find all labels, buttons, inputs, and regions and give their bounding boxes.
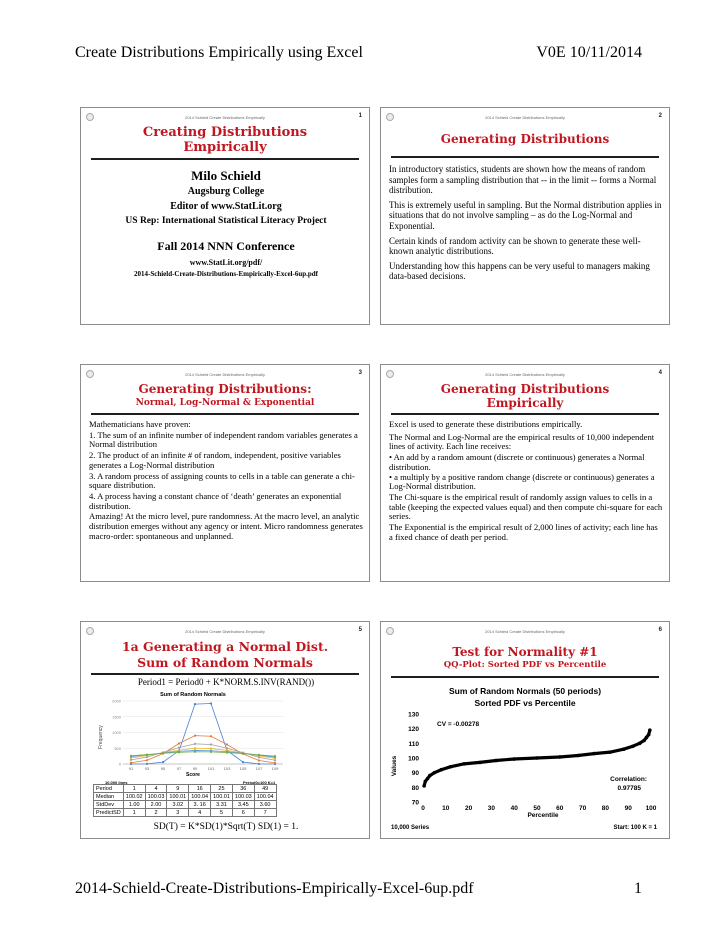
table-cell: 100.01	[167, 793, 189, 801]
paragraph: The Exponential is the empirical result of 2,000 lines of activity; each line has a fixed chance of death per period.	[389, 522, 658, 542]
series-count-label: 10,000 Series	[391, 825, 430, 831]
x-tick-label: 100	[645, 805, 657, 812]
data-point	[146, 759, 148, 761]
data-point	[146, 753, 148, 755]
data-point	[642, 739, 646, 743]
series-line	[131, 736, 275, 763]
slide-title: Generating Distributions Empirically	[440, 382, 610, 410]
closing-text: Amazing! At the micro level, pure randomness. At the macro level, an analytic distribution emerges without any agency or intent. Micro randomness generates macro-order: spontaneous and unplanned.	[89, 511, 363, 541]
x-tick-label: 80	[601, 805, 610, 812]
y-tick-label: 1500	[112, 714, 121, 720]
slide-header-text: 2014 Schield Create Distributions Empirically	[485, 372, 565, 377]
data-point	[178, 742, 180, 744]
data-point	[648, 728, 652, 732]
table-cell: 9	[167, 785, 189, 793]
table-cell: 1	[123, 785, 145, 793]
correlation-label: Correlation:	[610, 776, 647, 783]
slide-title: Test for Normality #1	[452, 645, 598, 659]
data-point	[478, 761, 482, 765]
series-line	[131, 748, 275, 758]
data-point	[210, 747, 212, 749]
data-point	[210, 735, 212, 737]
table-row	[94, 785, 277, 793]
slide-title: Generating Distributions:	[138, 382, 312, 396]
slides-url: www.StatLit.org/pdf/	[189, 258, 263, 268]
y-tick-label: 500	[114, 745, 121, 751]
data-point	[645, 736, 649, 740]
data-point	[422, 784, 426, 788]
y-tick-label: 1000	[112, 730, 121, 735]
data-point	[210, 702, 212, 704]
title-rule	[391, 413, 659, 415]
correlation-value: 0.97785	[617, 785, 641, 792]
x-tick-label: 93	[144, 766, 150, 771]
x-axis-label: Percentile	[527, 812, 559, 819]
table-cell: 7	[254, 809, 276, 817]
author-college: Augsburg College	[187, 186, 265, 198]
data-point	[194, 751, 196, 753]
x-tick-label: 60	[556, 805, 564, 812]
slide-number: 1	[358, 113, 362, 119]
x-tick-label: 50	[533, 805, 541, 812]
slide-number: 2	[658, 113, 662, 119]
x-tick-label: 20	[464, 805, 473, 812]
data-point	[258, 759, 260, 761]
table-cell: 4	[145, 785, 167, 793]
y-axis-label: Frequency	[98, 725, 104, 749]
title-rule	[91, 413, 359, 415]
table-cell: 25	[211, 785, 233, 793]
y-tick-label: 90	[411, 770, 419, 778]
chart-note-right: Period0=100 K=1	[243, 780, 276, 785]
table-cell: 2.00	[145, 801, 167, 809]
start-k-label: Start: 100 K = 1	[613, 825, 657, 831]
table-cell: 3	[167, 809, 189, 817]
x-tick-label: 99	[192, 766, 198, 771]
data-point	[178, 751, 180, 753]
paragraph: This is extremely useful in sampling. But the Normal distribution applies in situations that do not involve sampling – as do the Log-Normal and Exponential.	[389, 199, 662, 232]
chart-title: Sum of Random Normals (50 periods)	[448, 686, 602, 696]
slide-number: 4	[658, 370, 662, 376]
data-point	[258, 763, 260, 765]
chart-title: Sum of Random Normals	[160, 692, 226, 698]
table-row	[94, 801, 277, 809]
slide-header-text: 2014 Schield Create Distributions Empirically	[485, 629, 565, 634]
title-rule	[91, 673, 359, 675]
table-cell: Period	[94, 785, 124, 793]
x-tick-label: 90	[624, 805, 632, 812]
data-point	[558, 755, 562, 759]
title-rule	[391, 156, 659, 158]
formula-text: Period1 = Period0 + K*NORM.S.INV(RAND())	[137, 677, 315, 687]
y-axis-label: Values	[391, 755, 398, 777]
data-point	[622, 747, 626, 751]
data-point	[162, 761, 164, 763]
slide-title: Generating Distributions	[440, 132, 610, 146]
x-tick-label: 105	[239, 766, 247, 771]
table-cell: 100.01	[211, 793, 233, 801]
data-point	[194, 743, 196, 745]
cv-label: CV = -0.00278	[437, 721, 480, 728]
bullet-item: • An add by a random amount (discrete or continuous) generates a Normal distribution.	[389, 452, 645, 472]
table-cell: 100.04	[189, 793, 211, 801]
author-editor: Editor of www.StatLit.org	[170, 201, 282, 213]
list-item: 1. The sum of an infinite number of independent random variables generates a Normal distribution	[89, 429, 358, 450]
paragraph: Excel is used to generate these distributions empirically.	[389, 419, 583, 429]
data-point	[130, 755, 132, 757]
x-tick-label: 107	[255, 766, 263, 771]
table-cell: 100.02	[123, 793, 145, 801]
data-point	[433, 771, 437, 775]
x-tick-label: 95	[160, 766, 166, 771]
y-tick-label: 0	[118, 761, 121, 767]
data-point	[242, 753, 244, 755]
data-point	[146, 763, 148, 765]
y-tick-label: 110	[408, 740, 419, 748]
y-tick-label: 70	[411, 799, 419, 807]
list-item: 4. A process having a constant chance of ‘death’ generates an exponential distribution.	[89, 490, 342, 511]
x-tick-label: 40	[510, 805, 518, 812]
data-point	[194, 747, 196, 749]
data-point	[439, 768, 443, 772]
table-cell: 100.03	[232, 793, 254, 801]
x-tick-label: 70	[578, 805, 587, 812]
table-cell: 3.02	[167, 801, 189, 809]
data-point	[274, 755, 276, 757]
table-row	[94, 809, 277, 817]
data-point	[194, 703, 196, 705]
x-tick-label: 109	[271, 766, 279, 771]
data-point	[608, 750, 612, 754]
paragraph: The Normal and Log-Normal are the empirical results of 10,000 independent lines of activity. Each line receives:	[389, 431, 655, 452]
data-point	[535, 756, 539, 760]
slide-subtitle: Sum of Random Normals	[137, 655, 313, 670]
x-tick-label: 103	[223, 766, 231, 771]
x-tick-label: 10	[442, 805, 450, 812]
slide-number: 6	[658, 627, 662, 633]
table-cell: 3. 16	[189, 801, 211, 809]
intro-text: Mathematicians have proven:	[89, 419, 191, 429]
title-rule	[391, 676, 659, 678]
slide-title: 1a Generating a Normal Dist.	[121, 639, 329, 654]
table-cell: 2	[145, 809, 167, 817]
slide-4	[380, 364, 670, 582]
table-cell: 3.45	[232, 801, 254, 809]
paragraph: Certain kinds of random activity can be shown to generate these well-known analytic distributions.	[389, 235, 641, 257]
slide-header-text: 2014 Schield Create Distributions Empirically	[185, 115, 265, 120]
slide-5	[80, 621, 370, 839]
table-cell: 6	[232, 809, 254, 817]
slide-subtitle: QQ-Plot: Sorted PDF vs Percentile	[443, 660, 607, 670]
table-row	[94, 793, 277, 801]
data-point	[638, 742, 642, 746]
data-point	[226, 752, 228, 754]
slide-header-text: 2014 Schield Create Distributions Empirically	[185, 372, 265, 377]
page-header-left: Create Distributions Empirically using Excel	[75, 44, 363, 61]
y-tick-label: 2000	[112, 698, 121, 704]
data-point	[274, 762, 276, 764]
stats-table	[93, 784, 277, 817]
x-tick-label: 97	[176, 766, 182, 771]
paragraph: In introductory statistics, students are shown how the means of random samples form a sampling distribution that -- in the limit -- forms a Normal distribution.	[389, 164, 657, 196]
x-tick-label: 101	[207, 766, 215, 771]
slide-title: Creating Distributions Empirically	[142, 125, 308, 155]
title-rule	[91, 158, 359, 160]
table-cell: PredictSD	[94, 809, 124, 817]
y-tick-label: 120	[408, 726, 419, 734]
data-point	[512, 757, 516, 761]
data-point	[242, 761, 244, 763]
table-cell: 36	[232, 785, 254, 793]
x-axis-label: Score	[186, 772, 200, 778]
table-cell: Median	[94, 793, 124, 801]
slide-subtitle: Normal, Log-Normal & Exponential	[135, 398, 315, 408]
table-cell: 100.04	[254, 793, 276, 801]
data-point	[576, 754, 580, 758]
bullet-item: • a multiply by a positive random change (discrete or continuous) generates a Log-Normal distribution.	[389, 471, 655, 492]
list-item: 3. A random process of assigning counts to cells in a table can generate a chi-square distribution.	[89, 470, 355, 491]
slide-3	[80, 364, 370, 582]
slide-number: 5	[358, 627, 362, 633]
table-cell: 4	[189, 809, 211, 817]
data-point	[210, 751, 212, 753]
y-tick-label: 100	[408, 755, 419, 763]
data-point	[426, 777, 430, 781]
distribution-chart	[93, 689, 293, 785]
list-item: 2. The product of an infinite # of random, independent, positive variables generates a Log-Normal distribution	[89, 450, 341, 470]
data-point	[162, 752, 164, 754]
data-point	[178, 747, 180, 749]
x-tick-label: 30	[487, 805, 496, 812]
paragraph: Understanding how this happens can be very useful to managers making data-based decisions.	[389, 260, 650, 282]
x-tick-label: 91	[128, 766, 134, 771]
author-rep: US Rep: International Statistical Literacy Project	[125, 215, 327, 226]
page-footer-left: 2014-Schield-Create-Distributions-Empirically-Excel-6up.pdf	[75, 880, 474, 897]
page-header-right: V0E 10/11/2014	[536, 44, 642, 61]
table-cell: 3.60	[254, 801, 276, 809]
data-point	[226, 743, 228, 745]
data-point	[462, 762, 466, 766]
data-point	[210, 743, 212, 745]
table-cell: 16	[189, 785, 211, 793]
data-point	[592, 752, 596, 756]
slide-header-text: 2014 Schield Create Distributions Empirically	[485, 115, 565, 120]
table-cell: 49	[254, 785, 276, 793]
slide-header-text: 2014 Schield Create Distributions Empirically	[185, 629, 265, 634]
data-point	[130, 762, 132, 764]
data-point	[647, 733, 651, 737]
slide-2	[380, 107, 670, 325]
qq-plot-chart	[385, 684, 665, 834]
slide-number: 3	[358, 370, 362, 376]
data-point	[428, 774, 432, 778]
y-tick-label: 130	[408, 711, 419, 719]
data-point	[274, 759, 276, 761]
data-point	[494, 759, 498, 763]
y-tick-label: 80	[411, 784, 419, 792]
data-point	[130, 759, 132, 761]
paragraph: The Chi-square is the empirical result of randomly assign values to cells in a table (keeping the expected values equal) and then compute chi-square for each series.	[389, 491, 663, 522]
table-cell: StdDev	[94, 801, 124, 809]
data-point	[449, 765, 453, 769]
conference-name: Fall 2014 NNN Conference	[157, 239, 295, 254]
data-point	[423, 780, 427, 784]
slide-6	[380, 621, 670, 839]
data-point	[631, 744, 635, 748]
table-cell: 1.00	[123, 801, 145, 809]
table-cell: 5	[211, 809, 233, 817]
data-point	[226, 747, 228, 749]
x-tick-label: 0	[421, 805, 425, 812]
slide-1	[80, 107, 370, 325]
table-cell: 1	[123, 809, 145, 817]
chart-note-left: 10,000 lines	[105, 780, 128, 785]
page-footer-right: 1	[634, 880, 642, 897]
author-name: Milo Schield	[191, 168, 261, 183]
chart-subtitle: Sorted PDF vs Percentile	[474, 698, 576, 708]
sd-formula: SD(T) = K*SD(1)*Sqrt(T) SD(1) = 1.	[153, 822, 299, 832]
table-cell: 100.03	[145, 793, 167, 801]
data-point	[194, 735, 196, 737]
data-point	[258, 754, 260, 756]
table-cell: 3.31	[211, 801, 233, 809]
slides-file: 2014-Schield-Create-Distributions-Empirically-Excel-6up.pdf	[133, 269, 318, 278]
